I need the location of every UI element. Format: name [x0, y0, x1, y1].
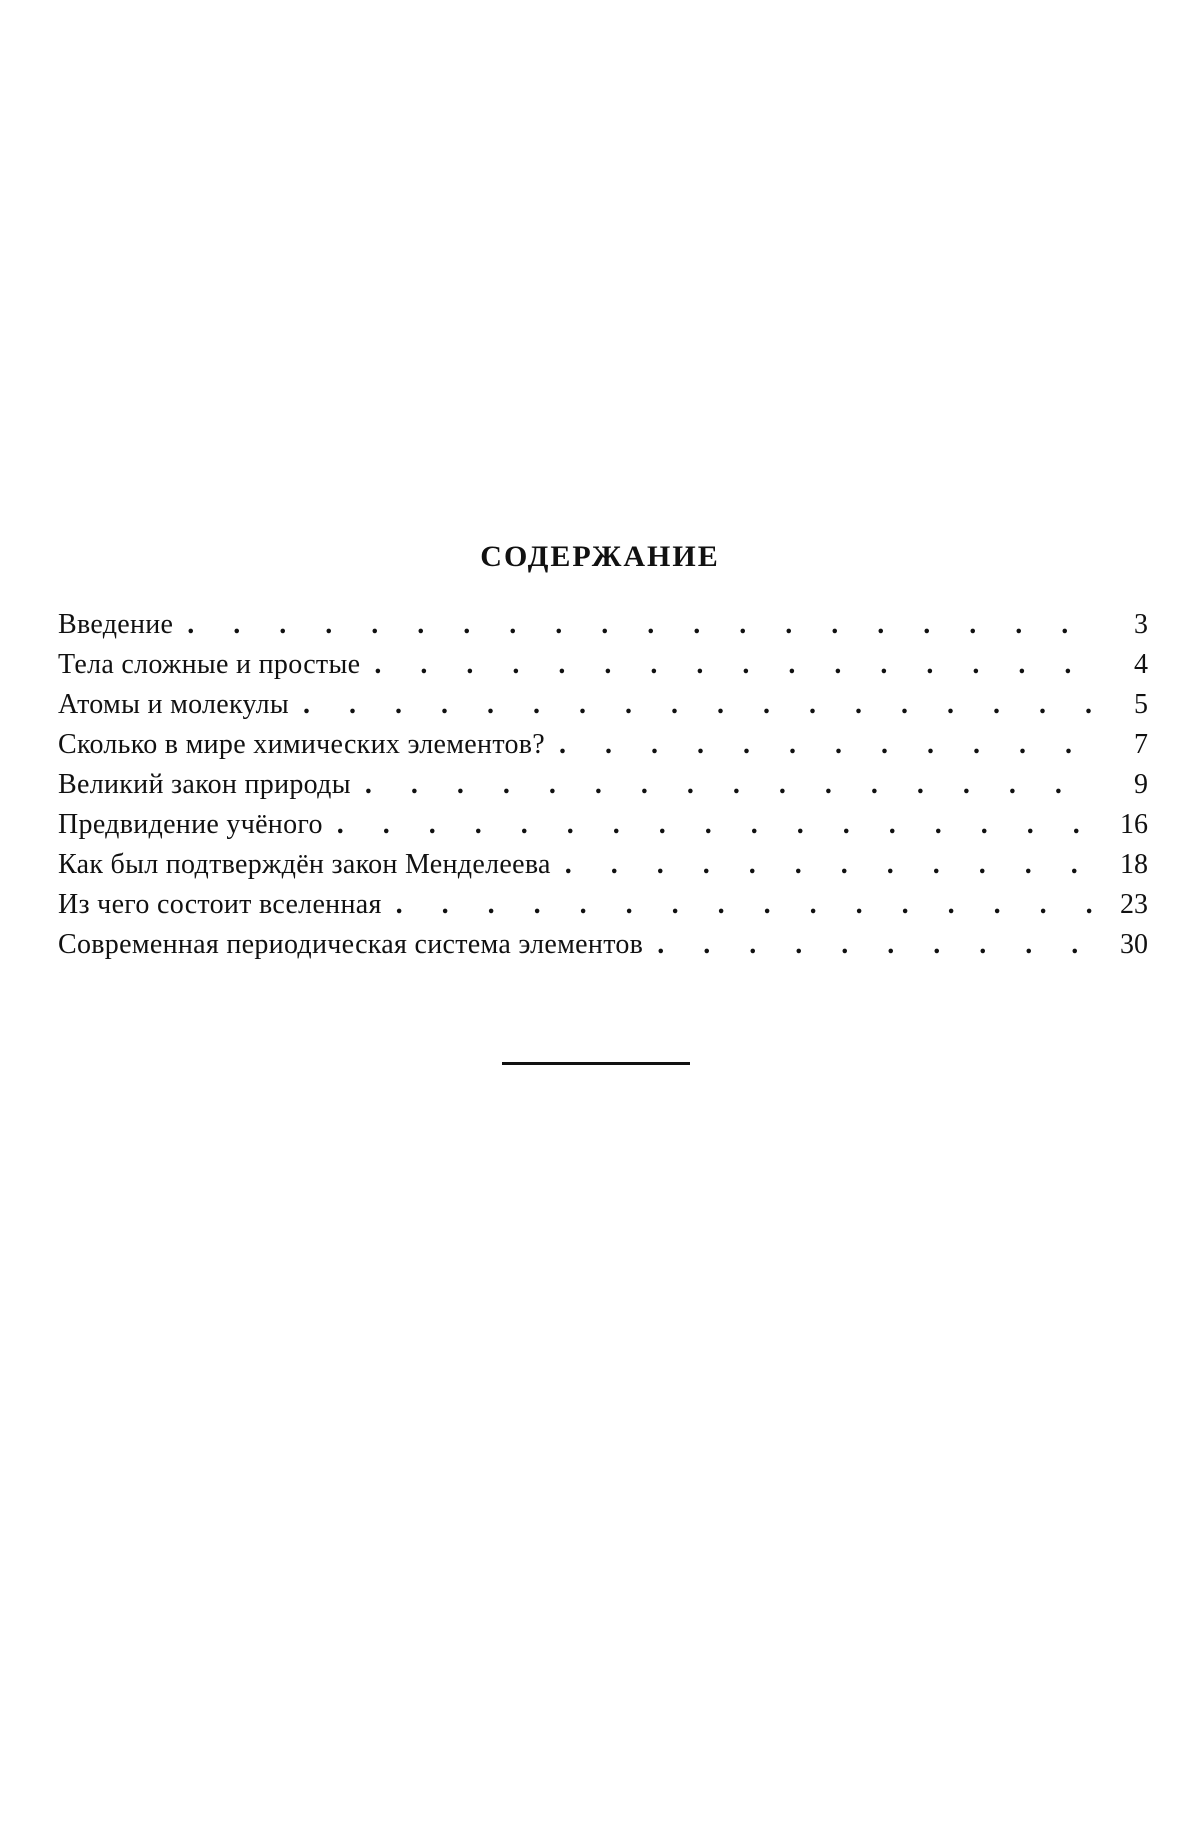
toc-entry: [58, 805, 1148, 845]
toc-entry: [58, 725, 1148, 765]
toc-entry: [58, 645, 1148, 685]
dot-leader: [337, 805, 1094, 845]
toc-entry-title: Как был подтверждён закон Менделеева: [58, 849, 551, 880]
toc-entry-title: Современная периодическая система элементов: [58, 929, 644, 960]
toc-entry: [58, 605, 1148, 645]
toc-entry-page: 30: [1120, 929, 1148, 960]
toc-entry-page: 5: [1134, 689, 1148, 720]
toc-entry-title: Тела сложные и простые: [58, 649, 361, 680]
toc-entry-page: 3: [1134, 609, 1148, 640]
toc-entry-page: 18: [1120, 849, 1148, 880]
toc-entry-page: 9: [1134, 769, 1148, 800]
toc-list: [58, 605, 1148, 965]
toc-entry: [58, 845, 1148, 885]
toc-entry-title: Сколько в мире химических элементов?: [58, 729, 546, 760]
toc-entry-page: 16: [1120, 809, 1148, 840]
dot-leader: [187, 605, 1094, 645]
toc-title: СОДЕРЖАНИЕ: [480, 540, 720, 573]
toc-entry-page: 23: [1120, 889, 1148, 920]
toc-entry-page: 4: [1134, 649, 1148, 680]
dot-leader: [565, 845, 1094, 885]
toc-entry-title: Великий закон природы: [58, 769, 351, 800]
dot-leader: [303, 685, 1094, 725]
dot-leader: [657, 925, 1094, 965]
toc-entry-title: Введение: [58, 609, 174, 640]
toc-entry-title: Предвидение учёного: [58, 809, 323, 840]
dot-leader: [396, 885, 1094, 925]
end-divider-rule: [502, 1062, 690, 1065]
toc-entry-title: Атомы и молекулы: [58, 689, 289, 720]
toc-entry: [58, 685, 1148, 725]
toc-entry-page: 7: [1134, 729, 1148, 760]
dot-leader: [374, 645, 1094, 685]
toc-entry: [58, 925, 1148, 965]
toc-entry-title: Из чего состоит вселенная: [58, 889, 382, 920]
toc-entry: [58, 765, 1148, 805]
toc-entry: [58, 885, 1148, 925]
dot-leader: [559, 725, 1094, 765]
dot-leader: [365, 765, 1094, 805]
